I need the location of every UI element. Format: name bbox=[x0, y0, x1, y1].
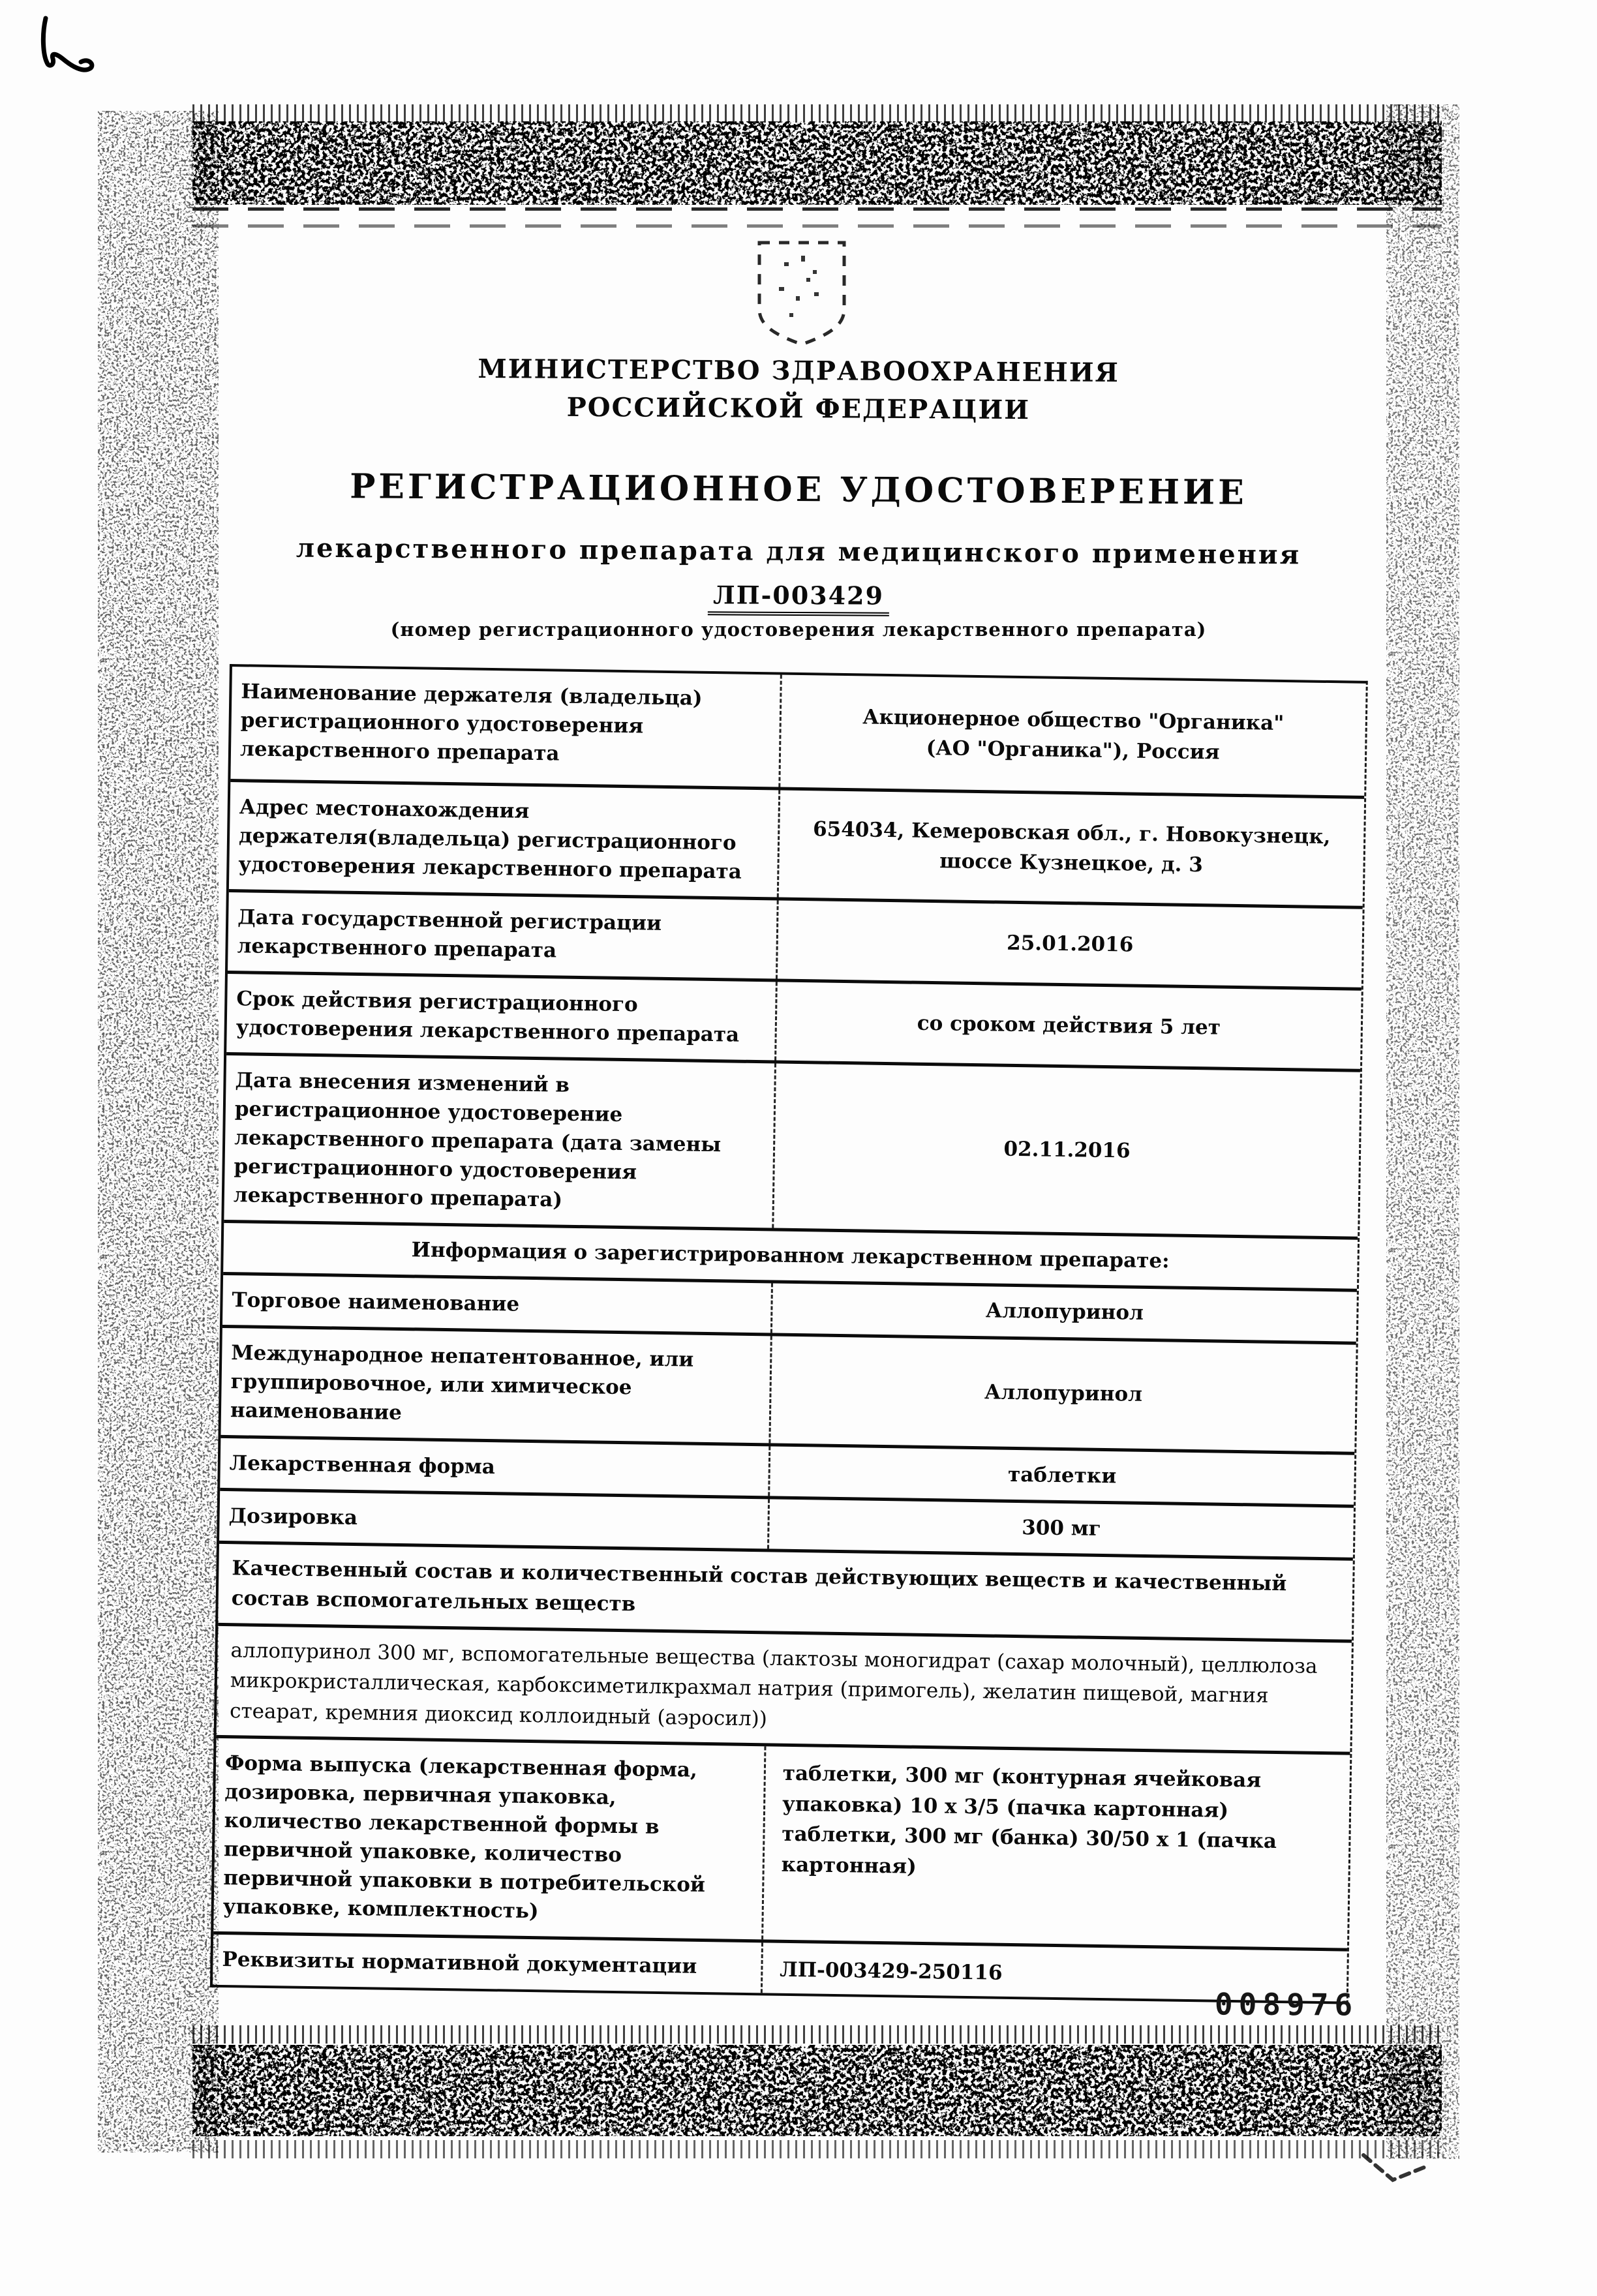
table-row-full bbox=[217, 1623, 1352, 1752]
row-value: Аллопуринол bbox=[985, 1299, 1144, 1325]
row-label: Дата государственной регистрации лекарственного препарата bbox=[228, 892, 779, 979]
decorative-border-left bbox=[98, 111, 219, 2152]
row-value: 02.11.2016 bbox=[1003, 1137, 1131, 1163]
emblem-icon bbox=[750, 236, 853, 352]
row-label: Лекарственная форма bbox=[220, 1438, 770, 1496]
row-value: таблетки, 300 мг (контурная ячейковая упаковка) 10 х 3/5 (пачка картонная) таблетки, 300 мг (банка) 30/50 х 1 (пачка картонная) bbox=[781, 1762, 1277, 1879]
decorative-border-top bbox=[192, 104, 1442, 230]
row-label: Адрес местонахождения держателя(владельца) регистрационного удостоверения лекарственного препарата bbox=[229, 782, 780, 898]
ministry-name bbox=[211, 349, 1386, 432]
row-label: Срок действия регистрационного удостоверения лекарственного препарата bbox=[226, 974, 778, 1061]
table-row-full bbox=[218, 1541, 1353, 1640]
decorative-border-right bbox=[1386, 104, 1459, 2159]
stray-mark bbox=[1357, 2146, 1468, 2192]
row-value: таблетки bbox=[1007, 1462, 1117, 1488]
row-label: Дозировка bbox=[219, 1491, 770, 1549]
table-row bbox=[213, 1735, 1350, 1948]
row-label: Реквизиты нормативной документации bbox=[213, 1935, 763, 1993]
row-value: со сроком действия 5 лет bbox=[917, 1011, 1221, 1040]
row-value: Аллопуринол bbox=[984, 1380, 1143, 1407]
table-row bbox=[221, 1325, 1356, 1452]
registration-number: ЛП-003429 bbox=[708, 580, 889, 616]
document-title: РЕГИСТРАЦИОННОЕ УДОСТОВЕРЕНИЕ bbox=[349, 466, 1247, 513]
pen-mark bbox=[30, 10, 121, 98]
decorative-border-bottom bbox=[192, 2025, 1442, 2164]
table-row bbox=[230, 667, 1365, 796]
table-row bbox=[229, 779, 1364, 906]
row-label: Торговое наименование bbox=[222, 1275, 773, 1333]
row-value: 300 мг bbox=[1021, 1515, 1101, 1541]
row-label: Форма выпуска (лекарственная форма, дозировка, первичная упаковка, количество лекарственной формы в первичной упаковке, количество первичной упаковки в потребительской упаковке, комплектность) bbox=[213, 1738, 766, 1940]
registration-number-caption: (номер регистрационного удостоверения лекарственного препарата) bbox=[390, 618, 1207, 641]
row-label: Наименование держателя (владельца) регистрационного удостоверения лекарственного препарата bbox=[230, 667, 782, 787]
row-label: Качественный состав и количественный состав действующих веществ и качественный состав вспомогательных веществ bbox=[231, 1556, 1287, 1616]
serial-number: 008976 bbox=[1214, 1986, 1359, 2023]
registration-number-wrap bbox=[211, 577, 1386, 618]
ministry-line-1: МИНИСТЕРСТВО ЗДРАВООХРАНЕНИЯ bbox=[478, 353, 1120, 389]
row-value: 654034, Кемеровская обл., г. Новокузнецк, шоссе Кузнецкое, д. 3 bbox=[812, 817, 1331, 877]
certificate-table bbox=[210, 664, 1368, 2004]
section-header: Информация о зарегистрированном лекарственном препарате: bbox=[411, 1238, 1170, 1273]
row-value: ЛП-003429-250116 bbox=[780, 1958, 1003, 1986]
composition-text: аллопуринол 300 мг, вспомогательные вещества (лактозы моногидрат (сахар молочный), целлюлоза микрокристаллическая, карбоксиметилкрахмал натрия (примогель), желатин пищевой, магния стеарат, кремния диоксид коллоидный (аэросил)) bbox=[229, 1638, 1318, 1731]
table-row bbox=[224, 1052, 1360, 1237]
ministry-line-2: РОССИЙСКОЙ ФЕДЕРАЦИИ bbox=[566, 391, 1031, 426]
table-row bbox=[226, 971, 1361, 1069]
table-row bbox=[228, 889, 1363, 988]
document-subtitle: лекарственного препарата для медицинского применения bbox=[296, 532, 1301, 571]
row-value: 25.01.2016 bbox=[1006, 931, 1134, 957]
row-value: Акционерное общество "Органика" (АО "Органика"), Россия bbox=[862, 704, 1285, 764]
row-label: Международное непатентованное, или группировочное, или химическое наименование bbox=[221, 1328, 772, 1443]
row-label: Дата внесения изменений в регистрационное удостоверение лекарственного препарата (дата замены регистрационного удостоверения лекарственного препарата) bbox=[224, 1055, 776, 1228]
